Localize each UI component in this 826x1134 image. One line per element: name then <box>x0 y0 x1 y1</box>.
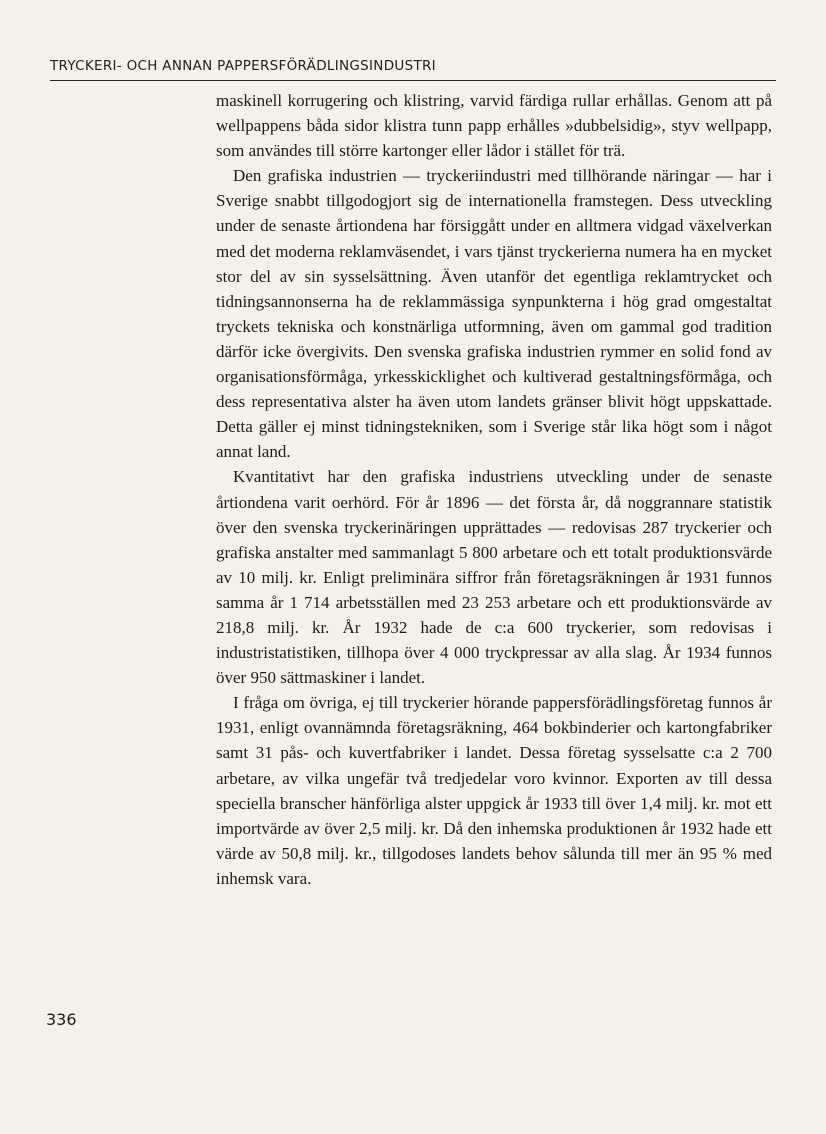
running-title: TRYCKERI- OCH ANNAN PAPPERSFÖRÄDLINGSINDUSTRI <box>50 58 436 74</box>
paragraph-graphic-industry: Den grafiska industrien — tryckeriindustri med tillhörande näringar — har i Sverige snabbt tillgodogjort sig de internationella framstegen. Dess utveckling under de senaste årtiondena har försiggått under en alltmera vidgad växelverkan med det moderna reklamväsendet, i vars tjänst tryckerierna numera ha en mycket stor del av sin sysselsättning. Även utanför det egentliga reklamtrycket och tidningsannonserna ha de reklammässiga synpunkterna i hög grad omgestaltat tryckets tekniska och konstnärliga utformning, även om gammal god tradition därför icke övergivits. Den svenska grafiska industrien rymmer en solid fond av organisationsförmåga, yrkesskicklighet och kultiverad gestaltningsförmåga, och dess representativa alster ha även utom landets gränser blivit högt uppskattade. Detta gäller ej minst tidningstekniken, som i Sverige står lika högt som i något annat land. <box>216 166 772 462</box>
paragraph-quantitative: Kvantitativt har den grafiska industriens utveckling under de senaste årtiondena varit oerhörd. För år 1896 — det första år, då noggrannare statistik över den svenska tryckerinäringen upprättades — redovisas 287 tryckerier och grafiska anstalter med sammanlagt 5 800 arbetare och ett totalt produktionsvärde av 10 milj. kr. Enligt preliminära siffror från företagsräkningen år 1931 funnos samma år 1 714 arbetsställen med 23 253 arbetare och ett produktionsvärde av 218,8 milj. kr. År 1932 hade de c:a 600 tryckerier, som redovisas i industristatistiken, tillhopa över 4 000 tryckpressar av alla slag. År 1934 funnos över 950 sättmaskiner i landet. <box>216 467 772 688</box>
body-text <box>216 88 772 891</box>
running-header <box>50 56 776 81</box>
page-number: 336 <box>46 1010 77 1029</box>
paragraph-continuation: maskinell korrugering och klistring, varvid färdiga rullar erhållas. Genom att på wellpappens båda sidor klistra tunn papp erhålles »dubbelsidig», styv wellpapp, som användes till större kartonger eller lådor i stället för trä. <box>216 91 772 161</box>
paragraph-other-companies: I fråga om övriga, ej till tryckerier hörande pappersförädlingsföretag funnos år 1931, enligt ovannämnda företagsräkning, 464 bokbinderier och kartongfabriker samt 31 pås- och kuvertfabriker i landet. Dessa företag sysselsatte c:a 2 700 arbetare, av vilka ungefär två tredjedelar voro kvinnor. Exporten av till dessa speciella branscher hänförliga alster uppgick år 1933 till över 1,4 milj. kr. mot ett importvärde av över 2,5 milj. kr. Då den inhemska produktionen år 1932 hade ett värde av 50,8 milj. kr., tillgodoses landets behov sålunda till mer än 95 % med inhemsk vara. <box>216 693 772 888</box>
